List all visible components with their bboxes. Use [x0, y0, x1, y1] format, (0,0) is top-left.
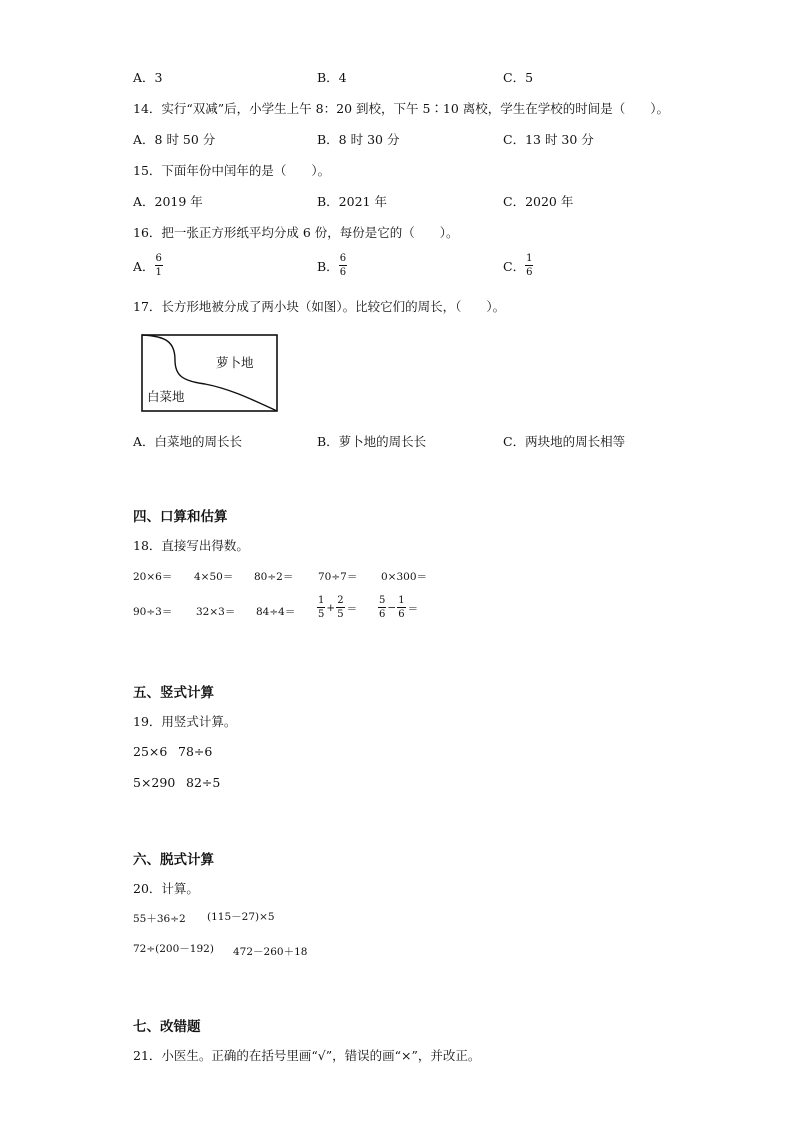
q16-option-a [133, 254, 163, 278]
q18-item-7: 32×3＝ [196, 606, 236, 618]
numerator: 1 [318, 595, 325, 606]
q16-option-b-fraction [339, 254, 347, 278]
numerator: 6 [339, 253, 347, 264]
q18-item-3: 80÷2＝ [254, 571, 294, 583]
numerator: 2 [337, 595, 344, 606]
q15-option-b: B．2021 年 [317, 194, 387, 209]
numerator: 5 [379, 595, 386, 606]
q16-option-a-label: A． [133, 259, 155, 274]
q16-option-c-label: C． [503, 259, 526, 274]
denominator: 6 [379, 609, 386, 620]
q17-stem: 17．长方形地被分成了两小块（如图）。比较它们的周长，（ ）。 [133, 299, 506, 314]
q16-option-b [317, 254, 347, 278]
q18-item-4: 70÷7＝ [318, 571, 358, 583]
section-7-title: 七、改错题 [133, 1019, 201, 1035]
fraction [317, 596, 325, 620]
q14-option-a: A．8 时 50 分 [133, 132, 216, 147]
fraction [397, 596, 405, 620]
label-radish-field: 萝卜地 [216, 355, 254, 370]
q16-option-b-label: B． [317, 259, 339, 274]
q19-item-2: 78÷6 [178, 744, 213, 759]
q14-option-b: B．8 时 30 分 [317, 132, 400, 147]
q16-stem: 16．把一张正方形纸平均分成 6 份，每份是它的（ ）。 [133, 225, 459, 240]
section-4-title: 四、口算和估算 [133, 509, 228, 525]
q18-item-6: 90÷3＝ [133, 606, 173, 618]
q21-stem: 21．小医生。正确的在括号里画“√”，错误的画“×”，并改正。 [133, 1048, 481, 1063]
denominator: 5 [318, 609, 325, 620]
denominator: 5 [337, 609, 344, 620]
denominator: 6 [339, 267, 347, 278]
q17-option-a: A．白菜地的周长长 [133, 434, 243, 449]
q20-item-1: 55＋36÷2 [133, 913, 186, 925]
q19-stem: 19．用竖式计算。 [133, 714, 237, 729]
q13-option-b: B．4 [317, 70, 347, 85]
q17-figure [141, 334, 278, 412]
q18-item-9 [317, 596, 357, 620]
q18-item-2: 4×50＝ [194, 571, 234, 583]
fraction [336, 596, 344, 620]
denominator: 6 [398, 609, 405, 620]
numerator: 1 [398, 595, 405, 606]
q20-stem: 20．计算。 [133, 881, 199, 896]
q20-item-2: (115－27)×5 [207, 911, 275, 923]
q18-item-8: 84÷4＝ [256, 606, 296, 618]
q16-option-c-fraction [525, 254, 533, 278]
q18-item-10 [378, 596, 418, 620]
denominator: 1 [155, 267, 162, 278]
q18-stem: 18．直接写出得数。 [133, 538, 249, 553]
equals: ＝ [346, 602, 358, 615]
operator: − [387, 602, 397, 614]
section-5-title: 五、竖式计算 [133, 685, 214, 701]
q18-item-1: 20×6＝ [133, 571, 173, 583]
q16-option-a-fraction [155, 254, 163, 278]
q19-item-4: 82÷5 [186, 775, 221, 790]
q14-option-c: C．13 时 30 分 [503, 132, 594, 147]
q15-stem: 15．下面年份中闰年的是（ ）。 [133, 163, 331, 178]
fraction [378, 596, 386, 620]
q13-option-c: C．5 [503, 70, 534, 85]
operator: + [326, 602, 336, 614]
equals: ＝ [407, 602, 419, 615]
q17-option-c: C．两块地的周长相等 [503, 434, 626, 449]
q16-option-c [503, 254, 533, 278]
q19-item-3: 5×290 [133, 775, 176, 790]
q20-item-4: 472－260＋18 [233, 946, 308, 958]
q17-option-b: B．萝卜地的周长长 [317, 434, 427, 449]
q13-option-a: A．3 [133, 70, 163, 85]
numerator: 1 [526, 253, 533, 264]
section-6-title: 六、脱式计算 [133, 852, 214, 868]
q15-option-a: A．2019 年 [133, 194, 203, 209]
label-cabbage-field: 白菜地 [147, 389, 185, 404]
q15-option-c: C．2020 年 [503, 194, 574, 209]
numerator: 6 [155, 253, 162, 264]
denominator: 6 [526, 267, 533, 278]
q19-item-1: 25×6 [133, 744, 168, 759]
q14-stem: 14．实行“双减”后，小学生上午 8：20 到校，下午 5∶10 离校，学生在学校的时间是（ ）。 [133, 101, 670, 116]
q20-item-3: 72÷(200－192) [133, 943, 214, 955]
q18-item-5: 0×300＝ [381, 571, 428, 583]
